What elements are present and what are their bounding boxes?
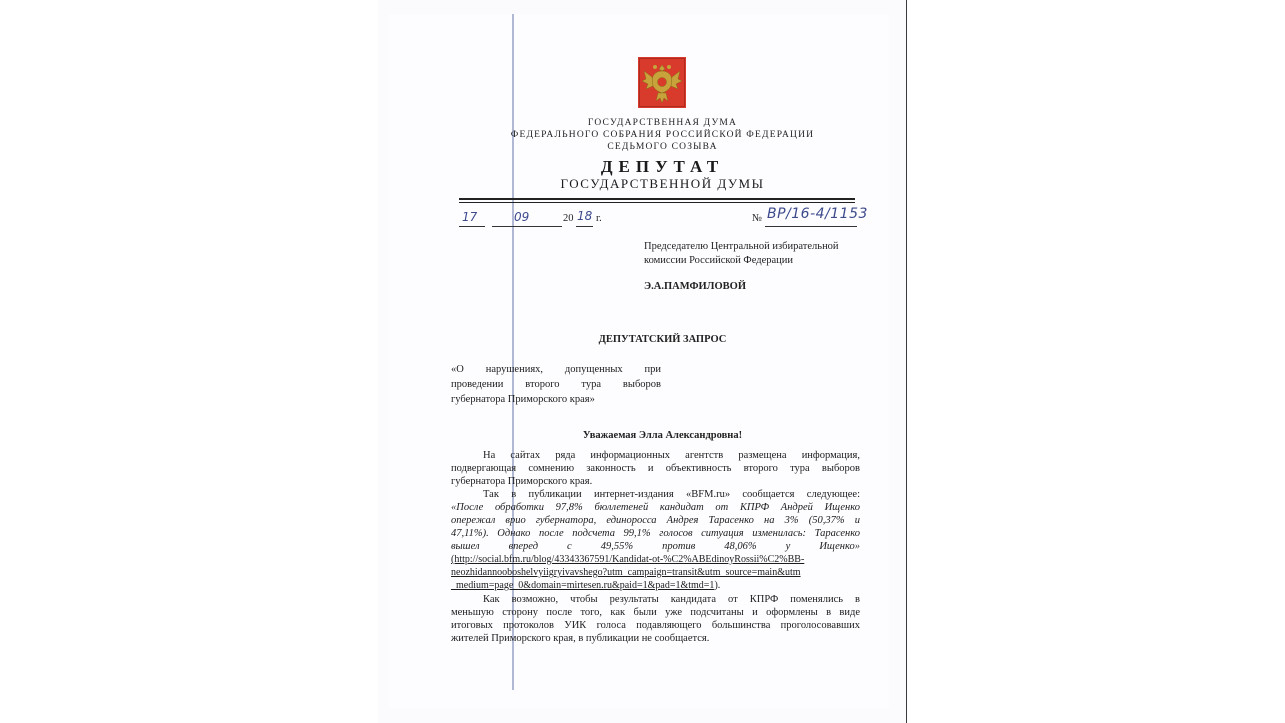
- paragraph-3-line-2: меньшую сторону после того, как были уже подсчитаны и оформлены в виде: [451, 607, 860, 618]
- addressee-name: Э.А.ПАМФИЛОВОЙ: [644, 281, 746, 292]
- number-sign: №: [752, 213, 763, 224]
- quote-line-4: вышел вперед с 49,55% против 48,06% у Ищенко»: [451, 541, 860, 552]
- subject-line-3: губернатора Приморского края»: [451, 394, 595, 405]
- paragraph-1-line-1: На сайтах ряда информационных агентств размещена информация,: [483, 450, 860, 461]
- source-link-line-3[interactable]: _medium=page_0&domain=mirtesen.ru&paid=1&pad=1&tmd=1: [451, 580, 715, 591]
- subject-line-2: проведении второго тура выборов: [451, 379, 661, 390]
- quote-line-3: 47,11%). Однако после подсчета 99,1% голосов ситуация изменилась: Тарасенко: [451, 528, 860, 539]
- number-line: [765, 226, 857, 227]
- source-link-line-2[interactable]: neozhidannooboshelvyiigryivavshego?utm_campaign=transit&utm_source=main&utm: [451, 567, 801, 578]
- coat-of-arms-icon: [638, 57, 686, 108]
- subject-line-1: «О нарушениях, допущенных при: [451, 364, 661, 375]
- paragraph-1-line-2: подвергающая сомнению законность и объективность второго тура выборов: [451, 463, 860, 474]
- document-title: ДЕПУТАТСКИЙ ЗАПРОС: [598, 334, 727, 345]
- header-line-3: СЕДЬМОГО СОЗЫВА: [607, 142, 718, 152]
- addressee-line-1: Председателю Центральной избирательной: [644, 241, 839, 252]
- paragraph-2-intro: Так в публикации интернет-издания «BFM.ru» сообщается следующее:: [483, 489, 860, 500]
- header-line-2: ФЕДЕРАЛЬНОГО СОБРАНИЯ РОССИЙСКОЙ ФЕДЕРАЦИИ: [510, 130, 815, 140]
- paragraph-3-line-4: жителей Приморского края, в публикации не сообщается.: [451, 633, 710, 644]
- salutation: Уважаемая Элла Александровна!: [582, 430, 743, 441]
- header-title: ДЕПУТАТ: [600, 157, 725, 176]
- source-link-line-1[interactable]: (http://social.bfm.ru/blog/43343367591/Kandidat-ot-%C2%ABEdinoyRossii%C2%BB-: [451, 554, 805, 565]
- header-line-1: ГОСУДАРСТВЕННАЯ ДУМА: [587, 118, 738, 128]
- header-rule-thin: [459, 202, 855, 203]
- date-year-mark: г.: [596, 213, 602, 224]
- date-year-prefix: 20: [563, 213, 574, 224]
- date-day: 17: [462, 210, 478, 224]
- header-subtitle: ГОСУДАРСТВЕННОЙ ДУМЫ: [560, 176, 765, 191]
- addressee-line-2: комиссии Российской Федерации: [644, 255, 794, 266]
- source-link-tail: ).: [714, 580, 721, 591]
- header-rule-thick: [459, 198, 855, 200]
- date-year-suffix: 18: [577, 209, 593, 223]
- quote-line-2: опережал врио губернатора, единоросса Андрея Тарасенко на 3% (50,37% и: [451, 515, 860, 526]
- date-month-line: [492, 226, 562, 227]
- date-year-line: [576, 226, 593, 227]
- date-day-line: [459, 226, 485, 227]
- paragraph-3-line-3: итоговых протоколов УИК голоса подавляющего большинства проголосовавших: [451, 620, 860, 631]
- date-month: 09: [514, 210, 530, 224]
- paragraph-3-line-1: Как возможно, чтобы результаты кандидата от КПРФ поменялись в: [483, 594, 860, 605]
- paragraph-1-line-3: губернатора Приморского края.: [451, 476, 593, 487]
- quote-line-1: «После обработки 97,8% бюллетеней кандидат от КПРФ Андрей Ищенко: [451, 502, 860, 513]
- document-number: ВР/16-4/1153: [767, 206, 868, 222]
